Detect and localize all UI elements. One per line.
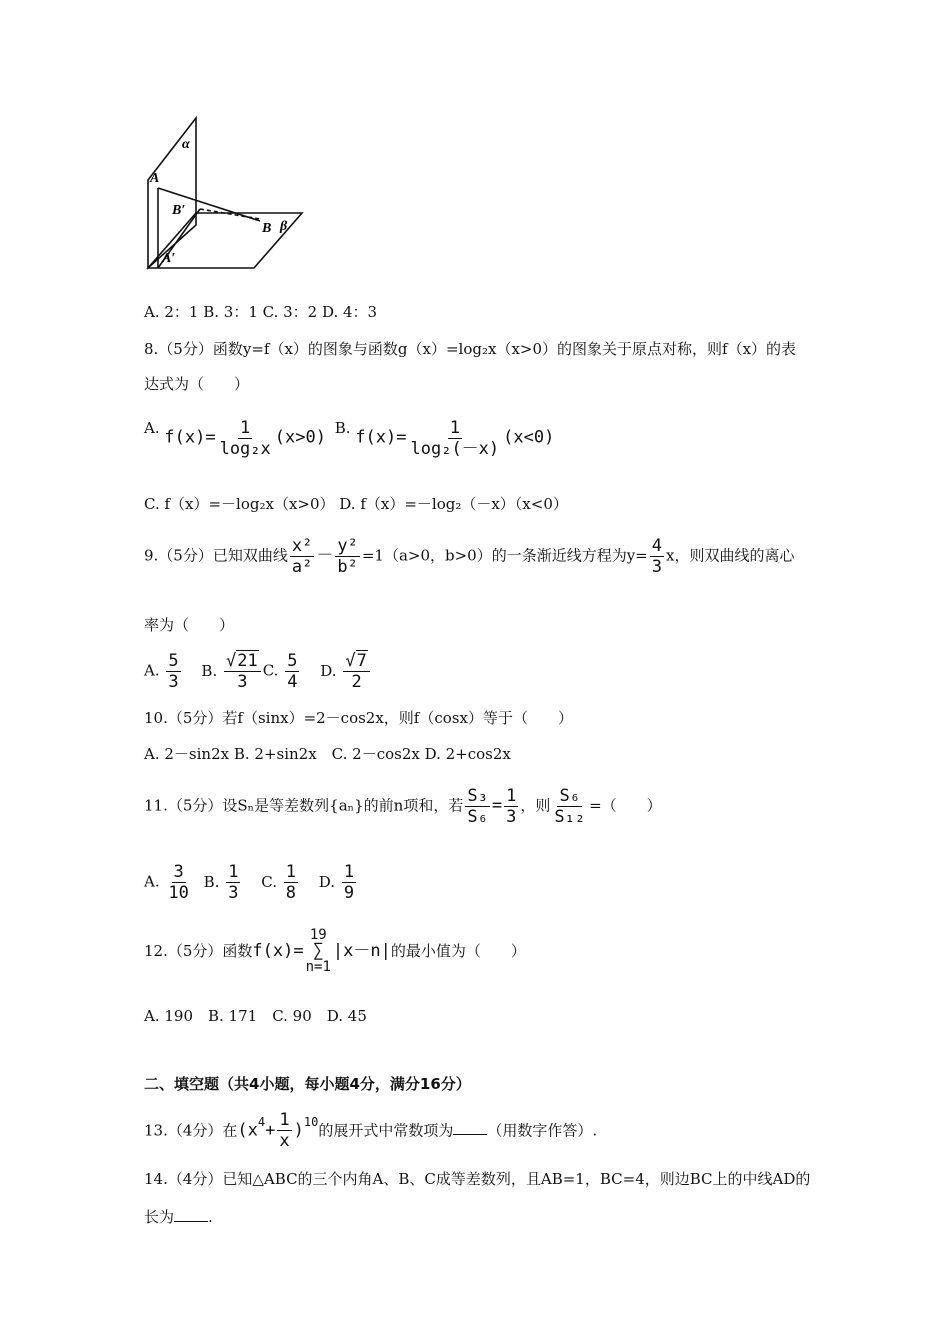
label-bprime: B′ [172, 203, 186, 218]
q8-optA-label: A. [144, 419, 160, 437]
q14-answer-blank[interactable] [174, 1207, 208, 1222]
label-b: B [262, 221, 272, 236]
q11-stem: 11.（5分）设Sₙ是等差数列{aₙ}的前n项和，若 $\frac{\text{S₃}}{\text{S₆}}$ = $\frac{1}{3}$ ，则 $\frac{\text{S₆}}{\text{S₁₂}}$ =（ ） [144, 786, 662, 827]
label-beta: β [280, 219, 288, 234]
label-a: A [150, 171, 160, 186]
q11-optC-frac: $\frac{1}{8}$ [285, 862, 297, 903]
q9-y2-over-b2: $\frac{\text{y²}}{\text{b²}}$ [337, 536, 358, 577]
geometry-figure [140, 110, 315, 280]
q8-optB-frac: $\frac{1}{\text{log₂(－x)}}$ [410, 418, 500, 459]
q12-options: A. 190 B. 171 C. 90 D. 45 [144, 1007, 367, 1025]
q8-options-cd: C. f（x）=－log₂x（x>0） D. f（x）=－log₂（－x）（x<0） [144, 495, 568, 513]
q13-answer-blank[interactable] [453, 1120, 487, 1135]
q11-options: A. $\frac{3}{10}$ B. $\frac{1}{3}$ C. $\frac{1}{8}$ D. $\frac{1}{9}$ [144, 862, 355, 903]
q7-options: A. 2：1 B. 3：1 C. 3：2 D. 4：3 [144, 303, 378, 321]
q8-optB-cond: (x<0) [503, 427, 555, 448]
q11-s6-over-s12: $\frac{\text{S₆}}{\text{S₁₂}}$ [554, 786, 586, 827]
q13-stem: 13.（4分）在($x^4+$ $\frac{1}{x}$ )$^{10}$的展开式中常数项为 （用数字作答）. [144, 1110, 598, 1151]
q9-optD-frac: $\frac{√7}{2}$ [343, 651, 370, 692]
q8-optA-cond: (x>0) [274, 427, 326, 448]
q8-optA-lhs: f(x)= [164, 427, 216, 448]
q14-line1: 14.（4分）已知△ABC的三个内角A、B、C成等差数列，且AB=1，BC=4，则边BC上的中线AD的 [144, 1170, 811, 1188]
q11-optB-frac: $\frac{1}{3}$ [228, 862, 239, 903]
q9-stem: 9.（5分）已知双曲线 $\frac{\text{x²}}{\text{a²}}$ － $\frac{\text{y²}}{\text{b²}}$ =1（a>0，b>0）的一条渐近线方程为y= $\frac{4}{3}$ x，则双曲线的离心 [144, 536, 795, 577]
label-aprime: A′ [162, 251, 176, 266]
q9-stem-line2: 率为（ ） [144, 616, 235, 634]
q9-optC-frac: $\frac{5}{4}$ [287, 651, 298, 692]
q8-optB-lhs: f(x)= [355, 427, 407, 448]
q12-sum: 19 ∑ n=1 [305, 927, 331, 975]
q10-stem: 10.（5分）若f（sinx）=2－cos2x，则f（cosx）等于（ ） [144, 709, 573, 727]
q9-x2-over-a2: $\frac{\text{x²}}{\text{a²}}$ [291, 536, 313, 577]
q11-optD-frac: $\frac{1}{9}$ [343, 862, 355, 903]
q11-optA-frac: $\frac{3}{10}$ [168, 862, 189, 903]
q8-stem-line1: 8.（5分）函数y=f（x）的图象与函数g（x）=log₂x（x>0）的图象关于原点对称，则f（x）的表 [144, 340, 797, 358]
label-alpha: α [182, 137, 190, 152]
q13-frac: $\frac{1}{x}$ [279, 1110, 290, 1151]
q11-s3-over-s6: $\frac{\text{S₃}}{\text{S₆}}$ [467, 786, 488, 827]
q8-options-ab [144, 418, 554, 459]
q10-options: A. 2－sin2x B. 2+sin2x C. 2－cos2x D. 2+cos2x [144, 745, 511, 763]
q11-one-third: $\frac{1}{3}$ [506, 786, 517, 827]
section-2-heading: 二、填空题（共4小题，每小题4分，满分16分） [144, 1075, 471, 1093]
q12-stem: 12.（5分）函数f(x)= 19 ∑ n=1 |x－n|的最小值为（ ） [144, 927, 526, 975]
q9-optA-frac: $\frac{5}{3}$ [168, 651, 179, 692]
q8-stem-line2: 达式为（ ） [144, 375, 250, 393]
q9-options: A. $\frac{5}{3}$ B. $\frac{√21}{3}$ C. $\frac{5}{4}$ D. $\frac{√7}{2}$ [144, 651, 372, 692]
q8-optA-frac: $\frac{1}{\text{log₂x}}$ [219, 418, 271, 459]
q8-optB-label: B. [334, 419, 351, 437]
q9-optB-frac: $\frac{√21}{3}$ [224, 651, 261, 692]
q9-slope: $\frac{4}{3}$ [651, 536, 663, 577]
q14-line2: 长为 . [144, 1208, 213, 1226]
